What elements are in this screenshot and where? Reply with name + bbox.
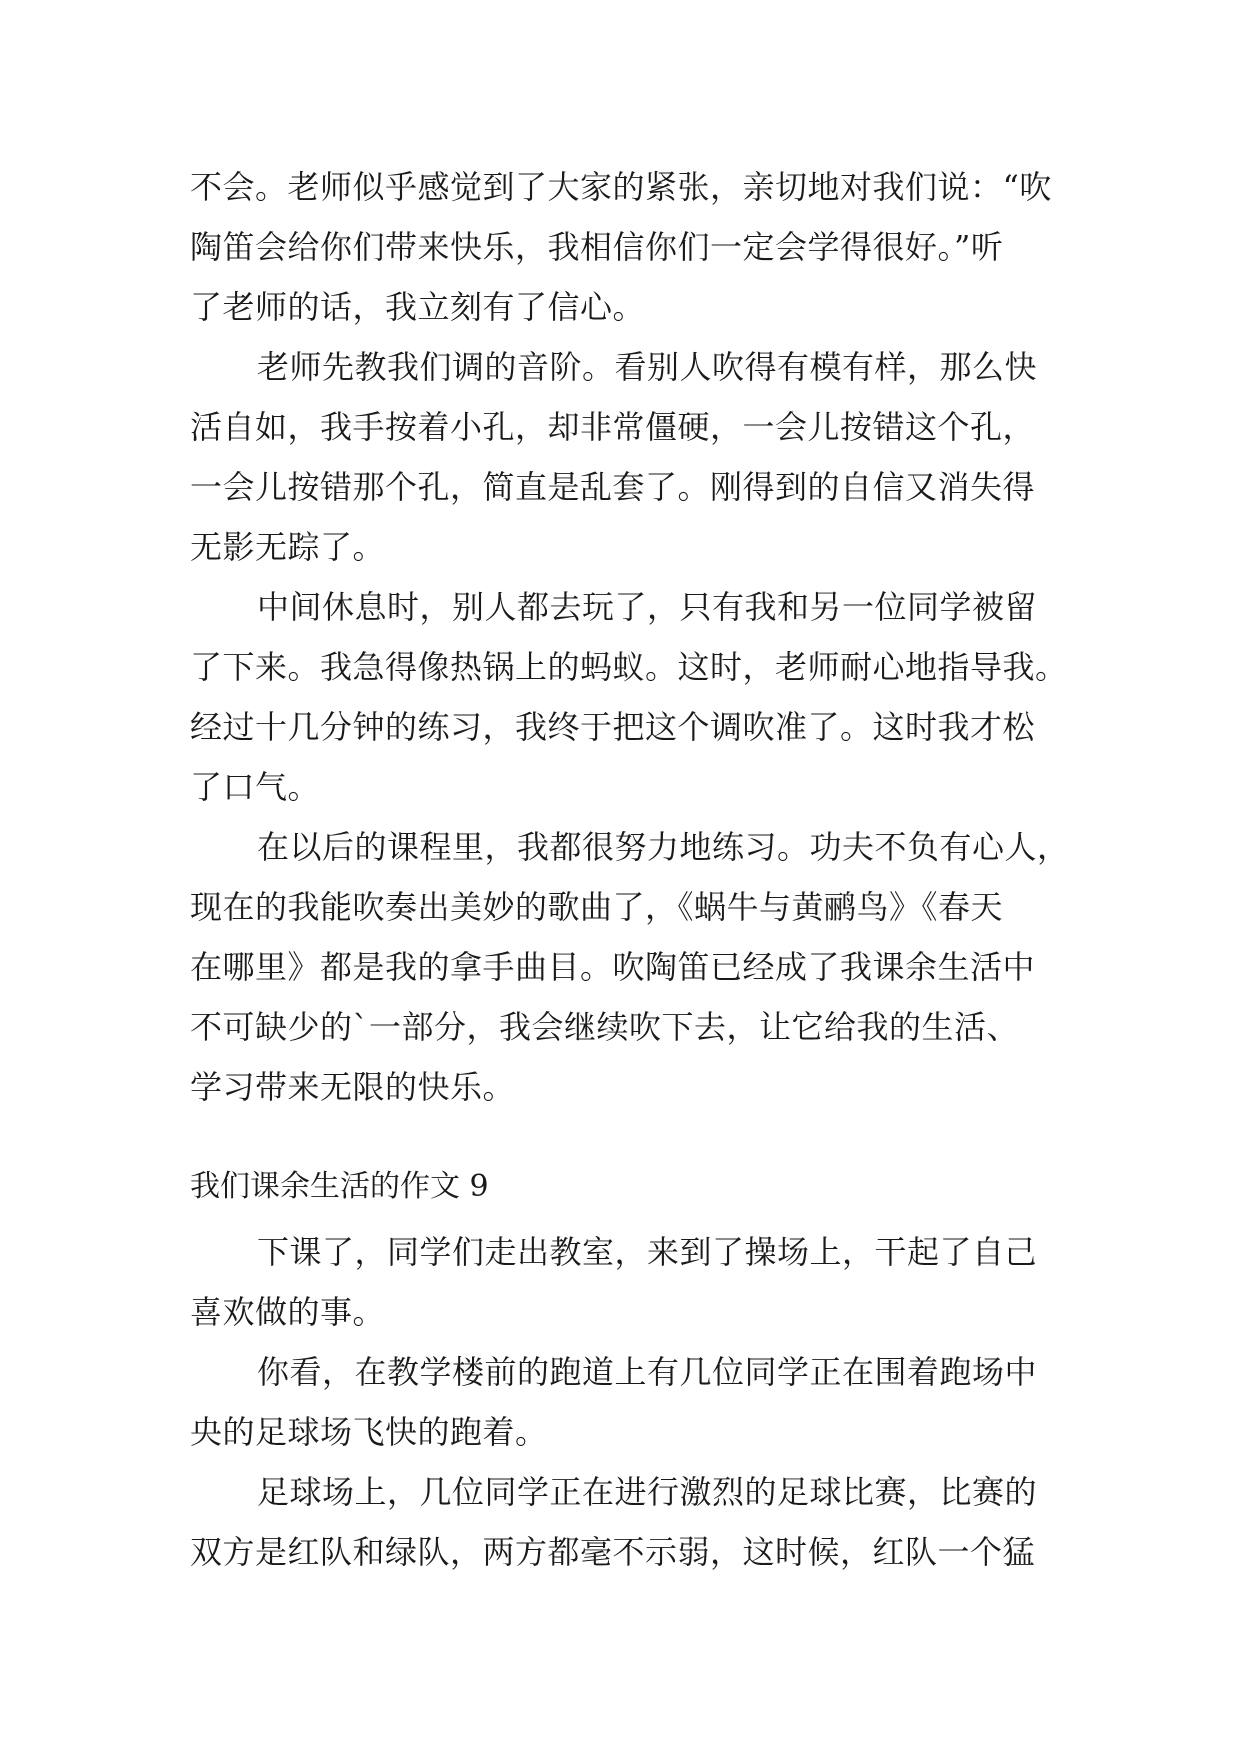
paragraph-line: 了下来。我急得像热锅上的蚂蚁。这时，老师耐心地指导我。 (190, 648, 1068, 686)
paragraph-line: 不可缺少的`一部分，我会继续吹下去，让它给我的生活、 (190, 1008, 1020, 1046)
paragraph-line: 足球场上，几位同学正在进行激烈的足球比赛，比赛的 (257, 1473, 1038, 1511)
paragraph-line: 老师先教我们调的音阶。看别人吹得有模有样，那么快 (257, 348, 1038, 386)
paragraph-line: 双方是红队和绿队，两方都毫不示弱，这时候，红队一个猛 (190, 1533, 1036, 1571)
paragraph-line: 无影无踪了。 (190, 528, 386, 566)
paragraph-line: 了口气。 (190, 768, 321, 806)
paragraph-line: 不会。老师似乎感觉到了大家的紧张，亲切地对我们说：“吹 (190, 168, 1052, 206)
paragraph-line: 经过十几分钟的练习，我终于把这个调吹准了。这时我才松 (190, 708, 1036, 746)
paragraph-line: 在以后的课程里，我都很努力地练习。功夫不负有心人， (257, 828, 1070, 866)
paragraph-line: 一会儿按错那个孔，简直是乱套了。刚得到的自信又消失得 (190, 468, 1036, 506)
paragraph-line: 中间休息时，别人都去玩了，只有我和另一位同学被留 (257, 588, 1038, 626)
paragraph-line: 下课了，同学们走出教室，来到了操场上，干起了自己 (257, 1233, 1038, 1271)
paragraph-line: 央的足球场飞快的跑着。 (190, 1413, 548, 1451)
paragraph-line: 陶笛会给你们带来快乐，我相信你们一定会学得很好。”听 (190, 228, 1004, 266)
paragraph-line: 在哪里》都是我的拿手曲目。吹陶笛已经成了我课余生活中 (190, 948, 1036, 986)
paragraph-line: 你看，在教学楼前的跑道上有几位同学正在围着跑场中 (257, 1353, 1038, 1391)
paragraph-line: 喜欢做的事。 (190, 1293, 386, 1331)
paragraph-line: 学习带来无限的快乐。 (190, 1068, 516, 1106)
section-heading: 我们课余生活的作文 9 (190, 1169, 489, 1204)
paragraph-line: 了老师的话，我立刻有了信心。 (190, 288, 646, 326)
paragraph-line: 活自如，我手按着小孔，却非常僵硬，一会儿按错这个孔， (190, 408, 1036, 446)
paragraph-line: 现在的我能吹奏出美妙的歌曲了，《蜗牛与黄鹂鸟》《春天 (190, 888, 1004, 926)
